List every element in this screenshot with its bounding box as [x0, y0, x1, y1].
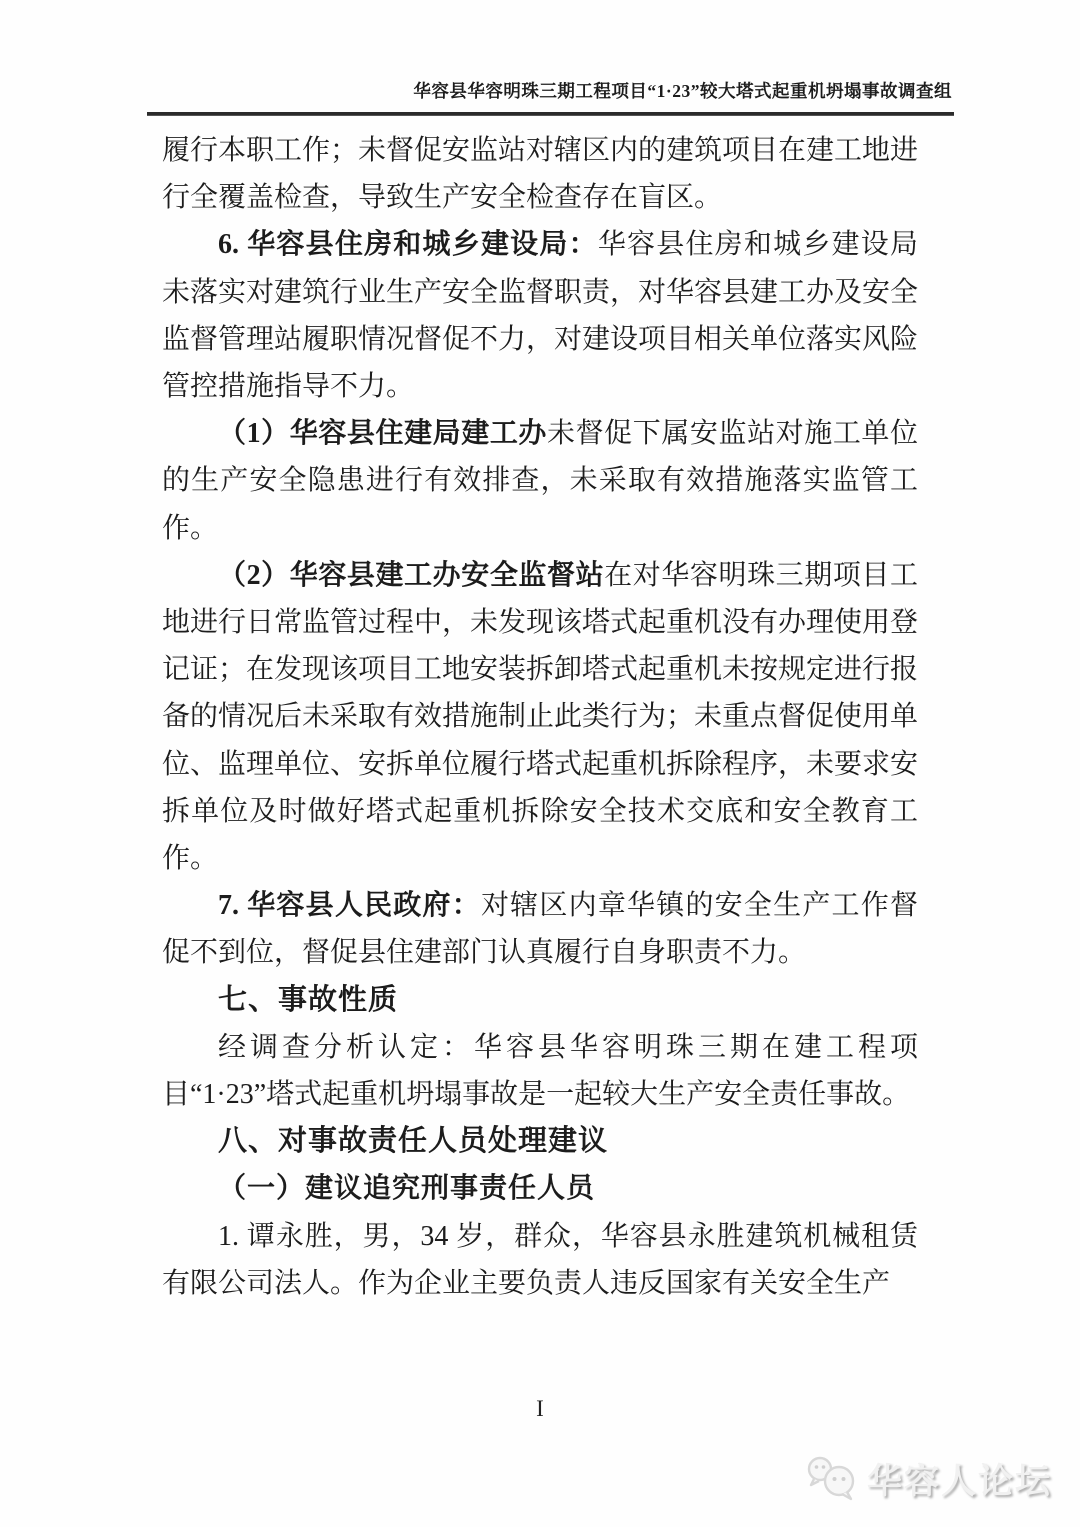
page-number: I	[536, 1396, 544, 1421]
subsection-heading-text: （一）建议追究刑事责任人员	[218, 1173, 596, 1205]
paragraph-continuation	[162, 127, 918, 221]
paragraph-text: 经调查分析认定：华容县华容明珠三期在建工程项目“1·23”塔式起重机坍塌事故是一起较大生产安全责任事故。	[162, 1031, 918, 1111]
org-name-bold: 7. 华容县人民政府：	[218, 890, 481, 922]
paragraph-accident-nature	[162, 1024, 918, 1118]
subsection-heading-1	[162, 1165, 918, 1212]
paragraph-text: 履行本职工作；未督促安监站对辖区内的建筑项目在建工地进行全覆盖检查，导致生产安全检查存在盲区。	[162, 135, 919, 214]
paragraph-text: 未督促下属安监站对施工单位的生产安全隐患进行有效排查，未采取有效措施落实监管工作。	[162, 418, 918, 544]
paragraph-text: 对辖区内章华镇的安全生产工作督促不到位，督促县住建部门认真履行自身职责不力。	[162, 890, 918, 969]
section-heading-text: 七、事故性质	[218, 983, 399, 1016]
wechat-icon	[805, 1453, 859, 1505]
paragraph-person-1	[162, 1213, 918, 1307]
paragraph-subitem-1	[162, 410, 918, 552]
header-title: 华容县华容明珠三期工程项目“1·23”较大塔式起重机坍塌事故调查组	[413, 81, 952, 101]
paragraph-subitem-2	[162, 552, 918, 882]
paragraph-item-7	[162, 882, 918, 976]
org-name-bold: 6. 华容县住房和城乡建设局：	[218, 229, 598, 261]
paragraph-text: 在对华容明珠三期项目工地进行日常监管过程中，未发现该塔式起重机没有办理使用登记证；在发现该项目工地安装拆卸塔式起重机未按规定进行报备的情况后未采取有效措施制止此类行为；未重点督促使用单位、监理单位、安拆单位履行塔式起重机拆除程序，未要求安拆单位及时做好塔式起重机拆除安全技术交底和安全教育工作。	[162, 559, 919, 875]
watermark-label: 华容人论坛	[866, 1462, 1052, 1501]
document-body	[162, 127, 918, 1307]
org-name-bold: （2）华容县建工办安全监督站	[218, 559, 605, 591]
paragraph-text: 华容县住房和城乡建设局未落实对建筑行业生产安全监督职责，对华容县建工办及安全监督管理站履职情况督促不力，对建设项目相关单位落实风险管控措施指导不力。	[162, 229, 919, 403]
section-heading-text: 八、对事故责任人员处理建议	[218, 1125, 609, 1158]
paragraph-item-6	[162, 221, 918, 410]
watermark	[805, 1453, 1052, 1505]
section-heading-8	[162, 1118, 918, 1165]
paragraph-text: 1. 谭永胜，男，34 岁，群众，华容县永胜建筑机械租赁有限公司法人。作为企业主要负责人违反国家有关安全生产	[162, 1220, 918, 1299]
section-heading-7	[162, 977, 918, 1024]
header-rule	[147, 112, 954, 116]
org-name-bold: （1）华容县住建局建工办	[218, 418, 547, 450]
